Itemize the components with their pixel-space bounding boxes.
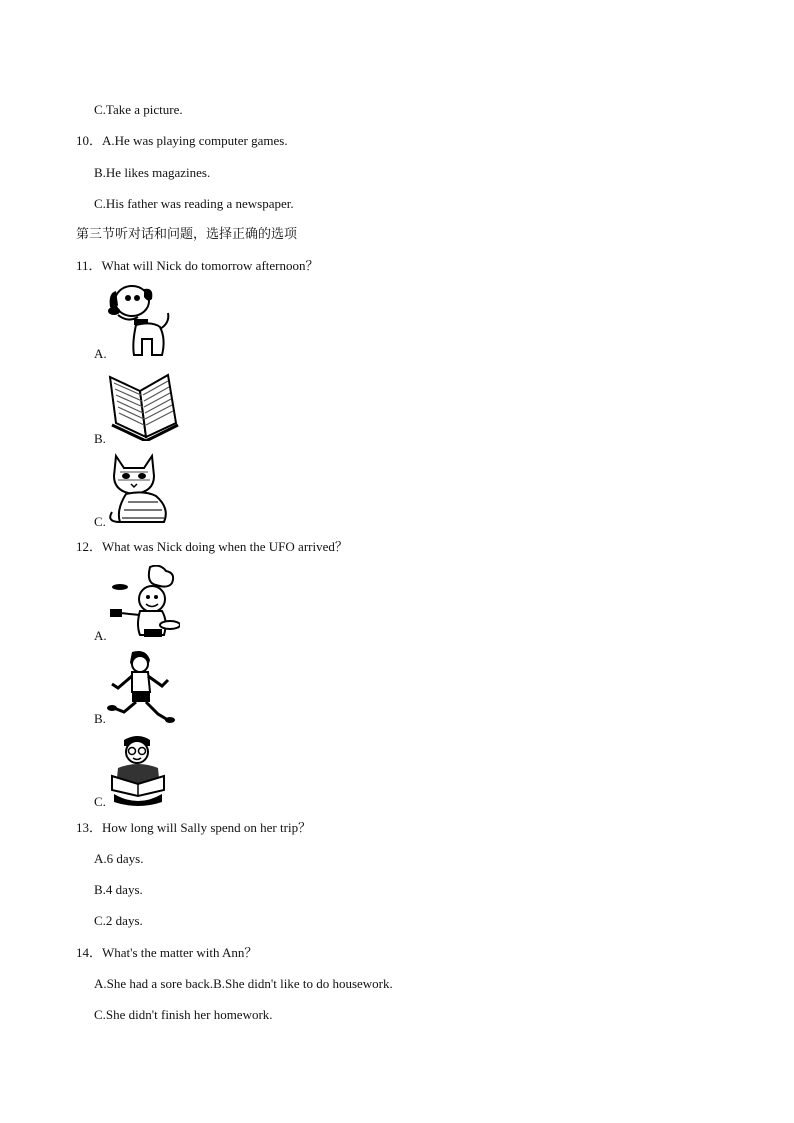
q13-option-c: C.2 days. [94,913,143,928]
cooking-boy-icon [106,565,180,639]
q11-question: 11．What will Nick do tomorrow afternoon？ [76,258,319,273]
q12-label-b: B. [94,711,106,726]
q10-option-b: B.He likes magazines. [94,165,211,180]
q14-options-ab: A.She had a sore back.B.She didn't like to do housework. [94,976,393,991]
q9-option-c: C.Take a picture. [94,102,183,117]
q10-number: 10． [76,133,103,148]
q12-label-c: C. [94,794,106,809]
q13-option-b: B.4 days. [94,882,143,897]
section-heading: 第三节听对话和问题，选择正确的选项 [76,227,298,242]
q13-question: 13．How long will Sally spend on her trip？ [76,820,312,835]
q11-label-c: C. [94,514,106,529]
q12-question: 12．What was Nick doing when the UFO arrived？ [76,539,348,554]
q10-option-a [76,133,288,149]
reading-boy-icon [106,732,170,806]
q11-label-a: A. [94,346,107,361]
cat-icon [106,450,172,526]
running-boy-icon [106,648,176,724]
q14-question: 14．What's the matter with Ann？ [76,945,258,960]
q13-option-a: A.6 days. [94,851,144,866]
open-book-icon [106,367,180,441]
dog-icon [106,283,172,359]
q10-option-a-text: A.He was playing computer games. [102,133,288,148]
q11-label-b: B. [94,431,106,446]
q14-option-c: C.She didn't finish her homework. [94,1007,273,1022]
q12-label-a: A. [94,628,107,643]
q10-option-c: C.His father was reading a newspaper. [94,196,294,211]
